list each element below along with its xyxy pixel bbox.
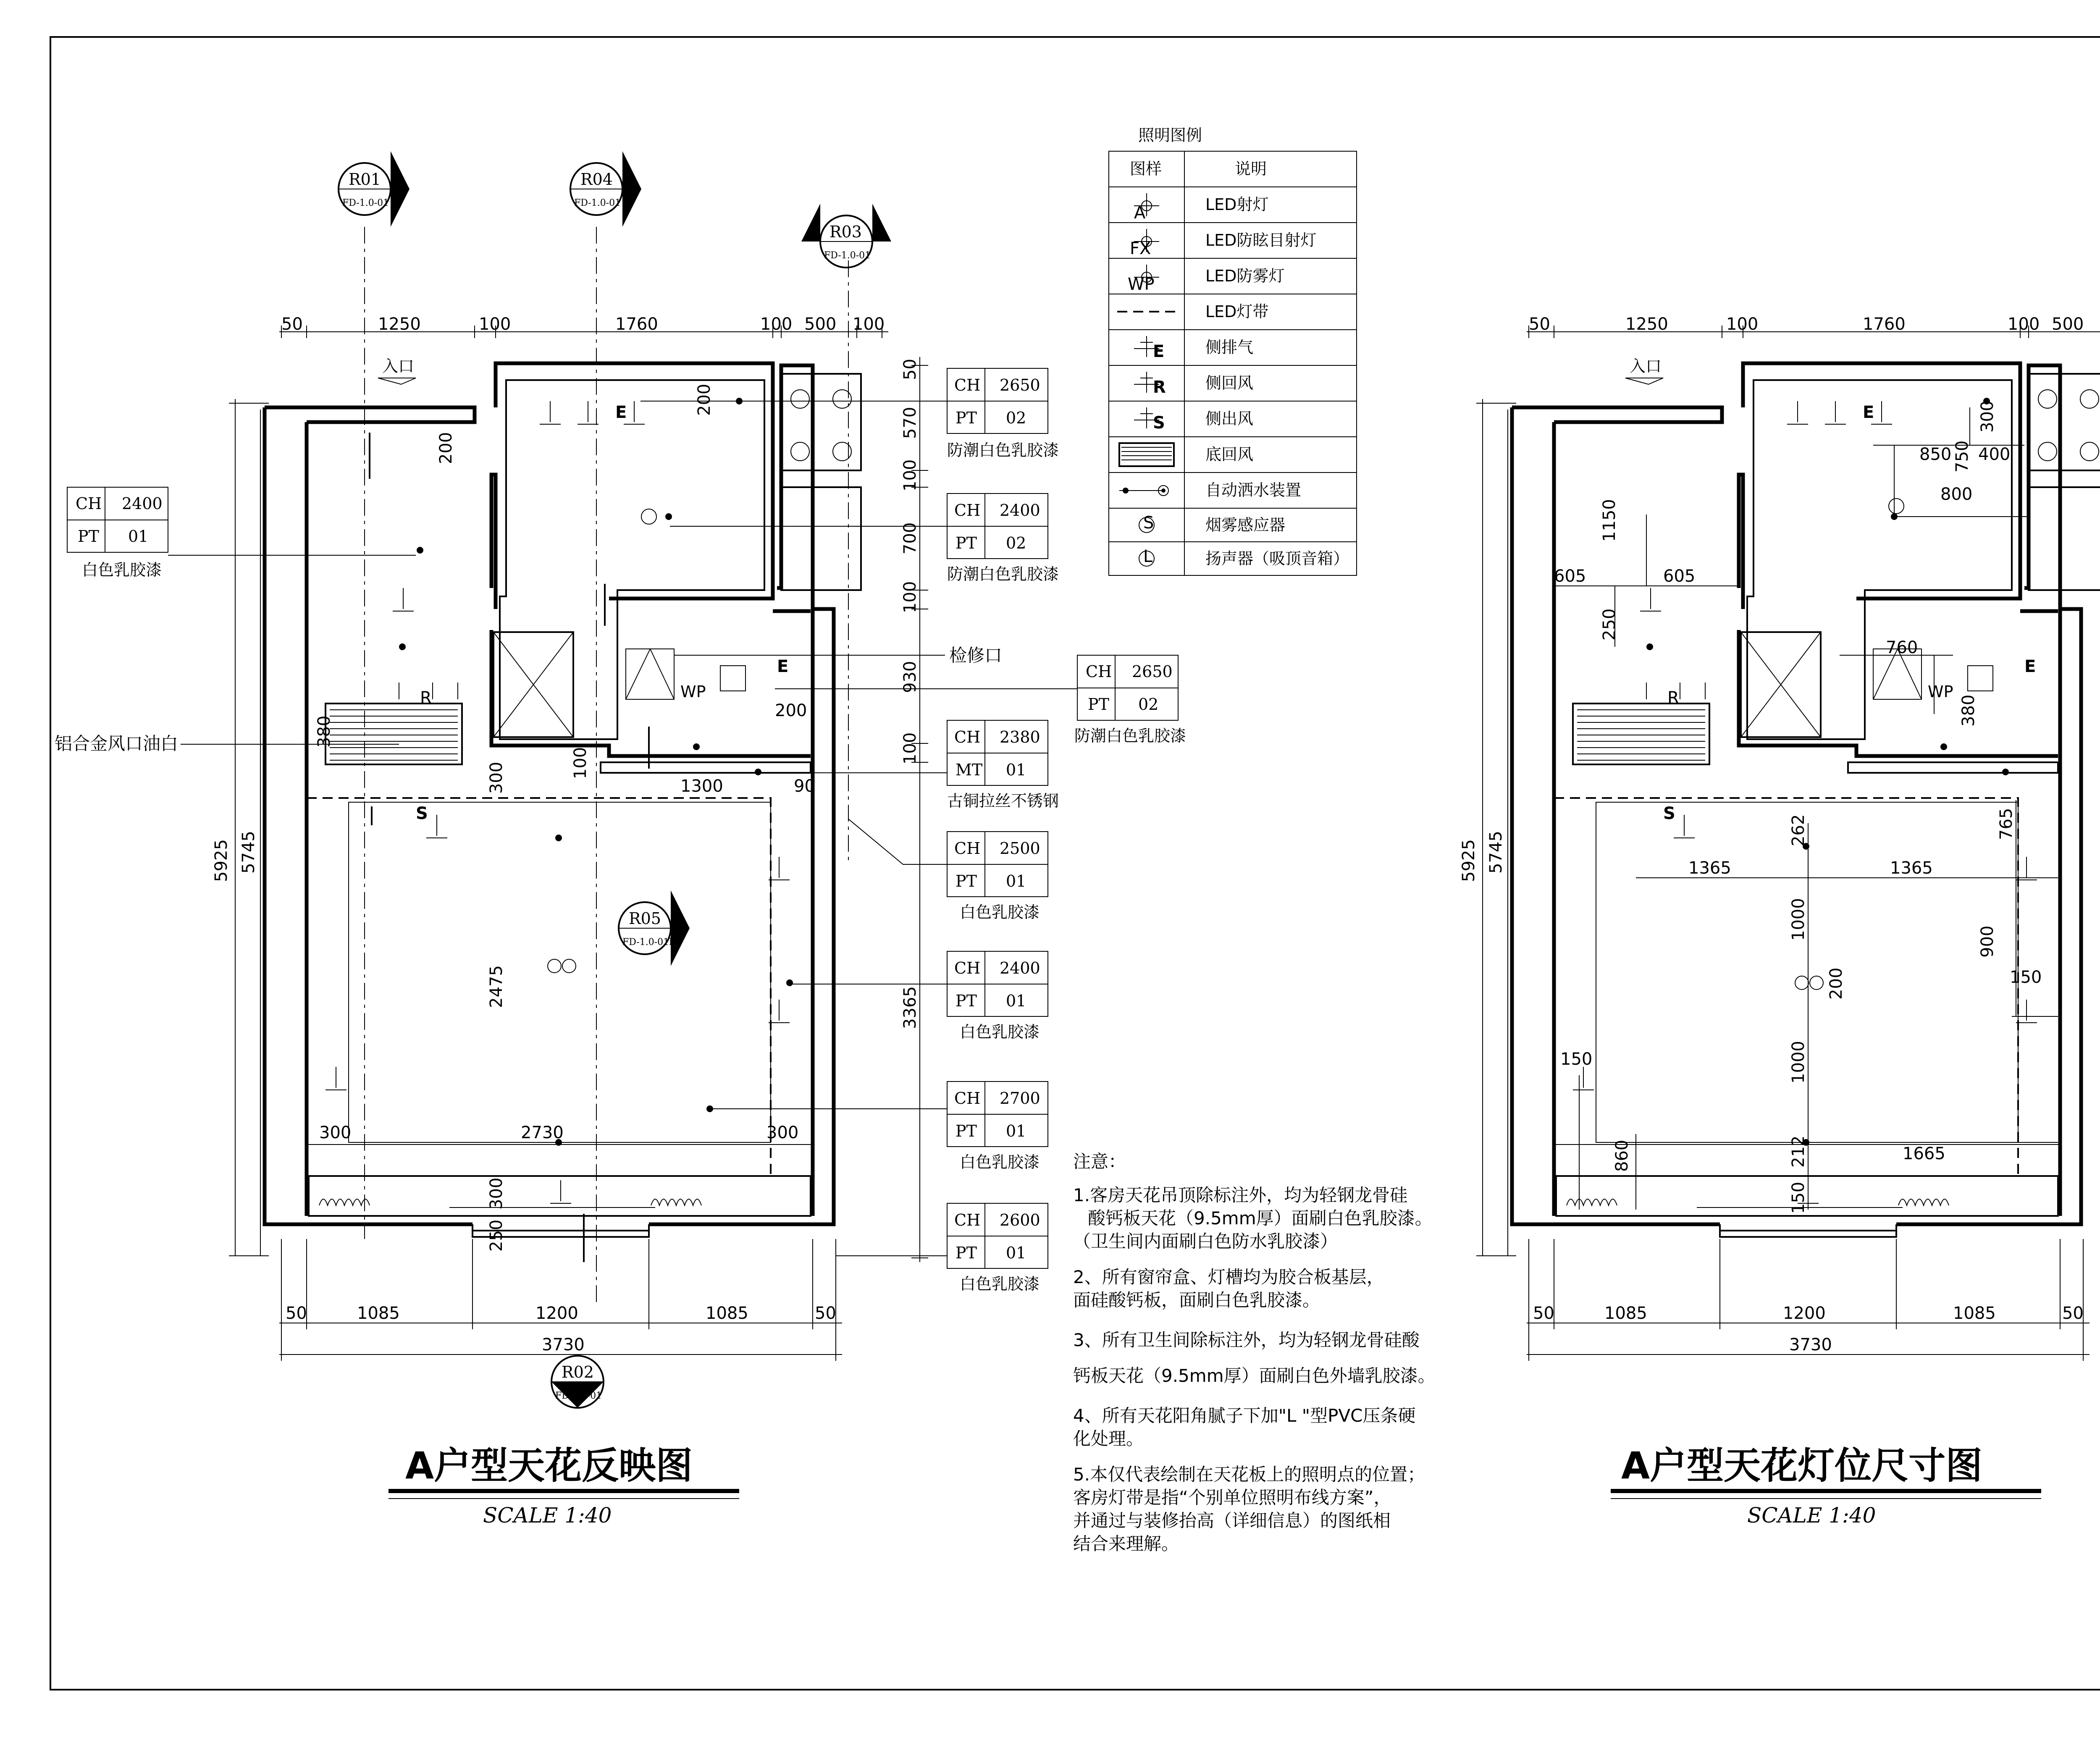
legend-desc: LED灯带 <box>1205 302 1269 321</box>
svg-text:E: E <box>777 657 789 676</box>
svg-text:CH: CH <box>76 494 102 513</box>
left-side-dim: 5925 <box>212 839 231 882</box>
svg-text:FD-1.0-01: FD-1.0-01 <box>342 198 389 208</box>
left-bottom-dim: 1200 <box>536 1304 578 1323</box>
left-right-dim: 100 <box>900 732 920 764</box>
svg-text:01: 01 <box>1006 992 1026 1010</box>
svg-text:A: A <box>1134 203 1146 223</box>
svg-text:R05: R05 <box>629 909 661 928</box>
callout-right-5 <box>710 1082 1048 1171</box>
left-bottom-dim: 50 <box>815 1304 836 1323</box>
right-top-dim: 50 <box>1529 315 1550 334</box>
legend-desc: LED射灯 <box>1205 195 1269 214</box>
svg-text:WP: WP <box>1128 275 1155 294</box>
svg-text:PT: PT <box>956 534 977 552</box>
left-top-dim: 100 <box>479 315 511 334</box>
right-inner-dim: 212 <box>1789 1135 1808 1168</box>
right-inner-dim: 860 <box>1612 1139 1632 1172</box>
section-mark-r02 <box>551 1356 604 1408</box>
left-top-dim: 100 <box>760 315 793 334</box>
svg-text:FX: FX <box>1130 239 1151 258</box>
svg-text:WP: WP <box>1928 682 1953 701</box>
svg-text:02: 02 <box>1006 534 1026 552</box>
right-bottom-dim: 50 <box>2062 1304 2084 1323</box>
svg-text:PT: PT <box>956 1122 977 1140</box>
right-inner-dim: 400 <box>1978 445 2011 464</box>
svg-text:CH: CH <box>954 839 981 858</box>
svg-text:02: 02 <box>1006 409 1026 427</box>
legend-desc: 自动洒水装置 <box>1205 481 1302 499</box>
right-plan-title: A户型天花灯位尺寸图 <box>1621 1444 1983 1487</box>
svg-text:白色乳胶漆: 白色乳胶漆 <box>960 1153 1040 1171</box>
right-top-dim: 100 <box>1726 315 1759 334</box>
left-right-dim: 570 <box>900 407 920 439</box>
svg-text:2380: 2380 <box>1000 728 1040 746</box>
note-line: （卫生间内面刷白色防水乳胶漆） <box>1073 1231 1338 1252</box>
legend-desc: 扬声器（吸顶音箱） <box>1205 549 1349 568</box>
left-bottom-total: 3730 <box>542 1335 585 1354</box>
svg-text:CH: CH <box>1086 662 1112 681</box>
left-plan-title: A户型天花反映图 <box>405 1444 693 1487</box>
section-mark-r01 <box>339 151 410 227</box>
right-bottom-total: 3730 <box>1789 1335 1832 1354</box>
right-inner-dim: 150 <box>2010 968 2042 987</box>
right-inner-dim: 800 <box>1940 485 1973 504</box>
svg-text:MT: MT <box>956 761 983 779</box>
legend-title: 照明图例 <box>1138 126 1202 144</box>
svg-text:CH: CH <box>954 1211 981 1229</box>
svg-text:2650: 2650 <box>1000 376 1040 394</box>
right-inner-dim: 1665 <box>1903 1144 1945 1163</box>
right-inner-dim: 605 <box>1554 567 1586 586</box>
svg-text:R: R <box>420 688 432 708</box>
note-line: 5.本仅代表绘制在天花板上的照明点的位置； <box>1073 1464 1425 1485</box>
svg-text:PT: PT <box>956 1244 977 1262</box>
right-inner-dim: 765 <box>1997 808 2016 840</box>
svg-text:01: 01 <box>1006 761 1026 779</box>
svg-text:白色乳胶漆: 白色乳胶漆 <box>960 1275 1040 1293</box>
right-inner-dim: 250 <box>1600 608 1619 640</box>
svg-text:CH: CH <box>954 501 981 520</box>
left-top-dim: 1760 <box>615 315 658 334</box>
left-right-dim: 50 <box>900 359 920 380</box>
left-top-dim: 100 <box>853 315 885 334</box>
left-inner-dim: 1300 <box>680 777 723 796</box>
note-line: 结合来理解。 <box>1073 1533 1179 1554</box>
svg-text:2400: 2400 <box>1000 959 1040 977</box>
note-line: 4、所有天花阳角腻子下加"L "型PVC压条硬 <box>1073 1405 1416 1426</box>
svg-text:防潮白色乳胶漆: 防潮白色乳胶漆 <box>947 565 1059 583</box>
left-inner-dim: 300 <box>487 1177 506 1210</box>
svg-text:E: E <box>1153 342 1165 361</box>
svg-text:R03: R03 <box>830 223 862 241</box>
right-entrance-label: 入口 <box>1630 357 1662 375</box>
left-inner-dim: 300 <box>319 1123 352 1142</box>
right-inner-dim: 900 <box>1978 925 1997 958</box>
svg-text:PT: PT <box>956 872 977 890</box>
svg-text:2500: 2500 <box>1000 839 1040 858</box>
right-top-dim: 100 <box>2008 315 2040 334</box>
note-line: 化处理。 <box>1073 1428 1144 1449</box>
svg-text:PT: PT <box>956 409 977 427</box>
svg-text:白色乳胶漆: 白色乳胶漆 <box>960 1023 1040 1041</box>
left-inner-dim: 90 <box>794 777 815 796</box>
svg-text:FD-1.0-01: FD-1.0-01 <box>824 250 871 261</box>
left-entrance-label: 入口 <box>382 357 415 375</box>
svg-text:CH: CH <box>954 959 981 977</box>
svg-text:2700: 2700 <box>1000 1089 1040 1108</box>
svg-text:WP: WP <box>680 682 706 701</box>
access-panel-label: 检修口 <box>949 645 1003 666</box>
right-top-dim: 1250 <box>1625 315 1668 334</box>
svg-text:防潮白色乳胶漆: 防潮白色乳胶漆 <box>1074 727 1186 745</box>
svg-text:白色乳胶漆: 白色乳胶漆 <box>960 903 1040 921</box>
left-inner-dim: 2475 <box>487 965 506 1008</box>
svg-text:2600: 2600 <box>1000 1211 1040 1229</box>
svg-text:02: 02 <box>1138 695 1159 714</box>
svg-text:白色乳胶漆: 白色乳胶漆 <box>82 561 162 579</box>
svg-text:01: 01 <box>1006 1244 1026 1262</box>
right-inner-dim: 1000 <box>1789 1041 1808 1084</box>
svg-text:2650: 2650 <box>1132 662 1173 681</box>
right-inner-dim: 1150 <box>1600 499 1619 542</box>
note-line: 1.客房天花吊顶除标注外，均为轻钢龙骨硅 <box>1073 1185 1408 1205</box>
lighting-legend <box>1109 126 1357 575</box>
svg-text:CH: CH <box>954 376 981 394</box>
legend-desc: LED防眩目射灯 <box>1205 231 1317 249</box>
note-line: 客房灯带是指“个别单位照明布线方案”， <box>1073 1487 1391 1508</box>
svg-text:01: 01 <box>1006 1122 1026 1140</box>
callout-right-3 <box>848 819 1048 921</box>
svg-text:PT: PT <box>956 992 977 1010</box>
left-inner-dim: 300 <box>487 761 506 794</box>
note-line: 3、所有卫生间除标注外，均为轻钢龙骨硅酸 <box>1073 1330 1420 1350</box>
left-top-dim: 1250 <box>378 315 421 334</box>
right-inner-dim: 150 <box>1560 1050 1593 1069</box>
right-inner-dim: 300 <box>1978 400 1997 433</box>
svg-text:古铜拉丝不锈钢: 古铜拉丝不锈钢 <box>947 792 1059 810</box>
legend-col-symbol: 图样 <box>1130 160 1162 178</box>
note-line: 酸钙板天花（9.5mm厚）面刷白色乳胶漆。 <box>1088 1208 1433 1228</box>
left-inner-dim: 200 <box>775 701 807 720</box>
left-plan <box>55 151 1186 1528</box>
svg-text:01: 01 <box>1006 872 1026 890</box>
callout-right-6 <box>836 1203 1048 1293</box>
left-top-dim: 50 <box>281 315 303 334</box>
right-inner-dim: 850 <box>1919 445 1952 464</box>
svg-text:E: E <box>1863 403 1874 422</box>
left-inner-dim: 200 <box>436 432 456 464</box>
svg-text:S: S <box>1663 804 1675 823</box>
svg-text:R: R <box>1667 688 1679 708</box>
svg-text:S: S <box>416 804 428 823</box>
svg-text:R04: R04 <box>580 170 613 189</box>
right-plan-scale: SCALE 1:40 <box>1747 1503 1876 1528</box>
right-bottom-dim: 1085 <box>1604 1304 1647 1323</box>
svg-text:防潮白色乳胶漆: 防潮白色乳胶漆 <box>947 441 1059 459</box>
svg-text:L: L <box>1143 547 1153 566</box>
right-inner-dim: 1365 <box>1890 858 1933 878</box>
section-mark-r04 <box>570 151 641 227</box>
svg-text:S: S <box>1153 413 1165 433</box>
left-side-dim: 5745 <box>239 831 258 874</box>
left-inner-dim: 380 <box>315 715 334 748</box>
svg-text:E: E <box>2024 657 2036 676</box>
svg-text:PT: PT <box>78 527 99 546</box>
note-line: 并通过与装修抬高（详细信息）的图纸相 <box>1073 1510 1391 1531</box>
svg-text:E: E <box>615 403 627 422</box>
svg-text:01: 01 <box>128 527 149 546</box>
right-top-dim: 1760 <box>1863 315 1906 334</box>
hatch-label: 铝合金风口油白 <box>55 733 178 754</box>
right-inner-dim: 1000 <box>1789 898 1808 941</box>
right-inner-dim: 150 <box>1789 1181 1808 1214</box>
right-inner-dim: 262 <box>1789 814 1808 846</box>
svg-text:FD-1.0-01: FD-1.0-01 <box>555 1391 602 1401</box>
section-mark-r05 <box>619 890 690 966</box>
note-line: 面硅酸钙板，面刷白色乳胶漆。 <box>1073 1290 1320 1310</box>
callout-right-1 <box>670 494 1059 583</box>
svg-text:FD-1.0-01b: FD-1.0-01b <box>622 937 675 948</box>
legend-desc: LED防雾灯 <box>1205 267 1285 285</box>
right-side-dim: 5745 <box>1486 831 1506 874</box>
left-right-dim: 100 <box>900 459 920 491</box>
left-inner-dim: 250 <box>487 1219 506 1252</box>
bottom-return-icon <box>1119 443 1174 466</box>
svg-text:CH: CH <box>954 1089 981 1108</box>
right-inner-dim: 750 <box>1953 440 1972 472</box>
legend-desc: 烟雾感应器 <box>1205 516 1286 534</box>
right-plan <box>1459 315 2100 1528</box>
svg-text:R: R <box>1153 378 1166 397</box>
note-line: 2、所有窗帘盒、灯槽均为胶合板基层， <box>1073 1267 1384 1287</box>
note-line: 钙板天花（9.5mm厚）面刷白色外墙乳胶漆。 <box>1073 1365 1436 1386</box>
left-right-dim: 100 <box>900 581 920 613</box>
notes-heading: 注意： <box>1073 1151 1126 1172</box>
right-top-dim: 500 <box>2052 315 2084 334</box>
left-right-dim: 3365 <box>900 986 920 1029</box>
right-bottom-dim: 50 <box>1533 1304 1554 1323</box>
legend-desc: 侧回风 <box>1205 374 1254 392</box>
svg-text:R02: R02 <box>562 1363 594 1381</box>
svg-text:PT: PT <box>1088 695 1109 714</box>
left-right-dim: 700 <box>900 522 920 554</box>
svg-text:S: S <box>1143 513 1154 533</box>
left-bottom-dim: 50 <box>286 1304 307 1323</box>
left-inner-dim: 2730 <box>521 1123 564 1142</box>
callout-ch-left <box>67 487 416 579</box>
left-inner-dim: 200 <box>695 383 714 416</box>
right-bottom-dim: 1085 <box>1953 1304 1996 1323</box>
left-right-dim: 930 <box>900 661 920 693</box>
svg-text:R01: R01 <box>349 170 381 189</box>
svg-text:FD-1.0-01: FD-1.0-01 <box>574 198 621 208</box>
right-bottom-dim: 1200 <box>1783 1304 1826 1323</box>
right-inner-dim: 605 <box>1663 567 1696 586</box>
left-bottom-dim: 1085 <box>357 1304 400 1323</box>
legend-desc: 侧出风 <box>1205 410 1254 428</box>
sprinkler-icon <box>1119 486 1168 496</box>
left-inner-dim: 300 <box>766 1123 799 1142</box>
general-notes <box>1073 1151 1436 1554</box>
right-inner-dim: 200 <box>1827 967 1846 1000</box>
legend-desc: 底回风 <box>1205 445 1254 464</box>
left-top-dim: 500 <box>804 315 837 334</box>
right-inner-dim: 1365 <box>1688 858 1731 878</box>
svg-text:2400: 2400 <box>1000 501 1040 520</box>
left-plan-scale: SCALE 1:40 <box>483 1503 612 1528</box>
left-bottom-dim: 1085 <box>706 1304 748 1323</box>
legend-col-desc: 说明 <box>1235 160 1267 178</box>
section-mark-r03 <box>801 204 891 268</box>
right-inner-dim: 380 <box>1959 694 1978 727</box>
right-inner-dim: 760 <box>1886 638 1918 657</box>
legend-desc: 侧排气 <box>1205 338 1254 357</box>
svg-text:2400: 2400 <box>122 494 163 513</box>
left-inner-dim: 100 <box>571 747 590 779</box>
callout-ch-mid <box>775 655 1186 745</box>
right-side-dim: 5925 <box>1459 839 1478 882</box>
svg-text:CH: CH <box>954 728 981 746</box>
